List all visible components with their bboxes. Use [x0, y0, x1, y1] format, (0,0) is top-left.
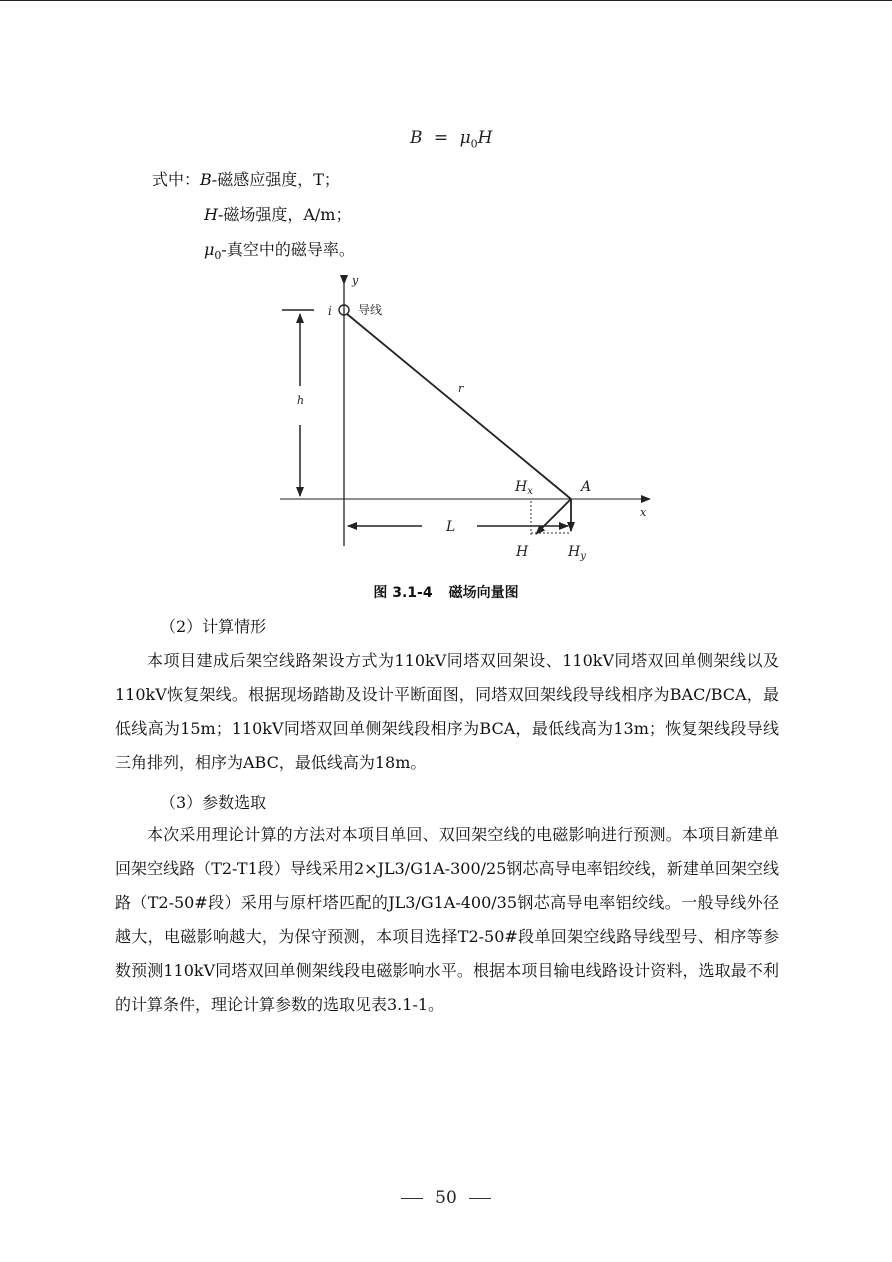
height-label: h — [297, 394, 305, 407]
figure-caption — [0, 582, 892, 602]
magnetic-field-vector-diagram — [272, 270, 664, 570]
h-label: H — [516, 544, 529, 560]
section-3-paragraph: 本次采用理论计算的方法对本项目单回、双回架空线的电磁影响进行预测。本项目新建单回架空线路（T2-T1段）导线采用2×JL3/G1A-300/25钢芯高导电率铝绞线，新建单回架空线路（T2-50#段）采用与原杆塔匹配的JL3/G1A-400/35钢芯高导电率铝绞线。一般导线外径越大，电磁影响越大，为保守预测，本项目选择T2-50#段单回架空线路导线型号、相序等参数预测110kV同塔双回单侧架线段电磁影响水平。根据本项目输电线路设计资料，选取最不利的计算条件，理论计算参数的选取见表3.1-1。 — [115, 825, 779, 1014]
distance-label: L — [446, 519, 456, 535]
top-border — [0, 0, 892, 1]
caption-number: 图 3.1-4 — [373, 585, 433, 601]
h-vector — [536, 499, 571, 534]
page-footer — [0, 1188, 892, 1208]
section-3-heading: （3）参数选取 — [160, 793, 267, 812]
radius-label: r — [458, 382, 464, 395]
hx-label: $H_x$ — [515, 479, 533, 497]
definition-h: H-磁场强度，A/m； — [204, 205, 352, 224]
definition-b: 式中：B-磁感应强度，T； — [152, 170, 340, 189]
current-label: i — [328, 304, 332, 318]
footer-dash-right — [469, 1198, 491, 1199]
footer-dash-left — [401, 1198, 423, 1199]
radius-line — [347, 314, 571, 499]
hy-label: $H_y$ — [568, 544, 586, 562]
conductor-label: 导线 — [358, 303, 383, 317]
formula: $B = \mu_0H$ — [410, 128, 493, 151]
caption-title: 磁场向量图 — [448, 585, 519, 601]
y-axis-label: y — [352, 274, 359, 287]
page-number: 50 — [435, 1188, 457, 1208]
section-2-heading: （2）计算情形 — [160, 617, 267, 636]
point-a-label: A — [581, 479, 592, 495]
x-axis-label: x — [640, 506, 647, 519]
definition-mu0: $\mu_0-$真空中的磁导率。 — [204, 240, 355, 263]
section-2-paragraph: 本项目建成后架空线路架设方式为110kV同塔双回架设、110kV同塔双回单侧架线以及110kV恢复架线。根据现场踏勘及设计平断面图，同塔双回架线段导线相序为BAC/BCA，最低线高为15m；110kV同塔双回单侧架线段相序为BCA，最低线高为13m；恢复架线段导线三角排列，相序为ABC，最低线高为18m。 — [115, 651, 779, 772]
